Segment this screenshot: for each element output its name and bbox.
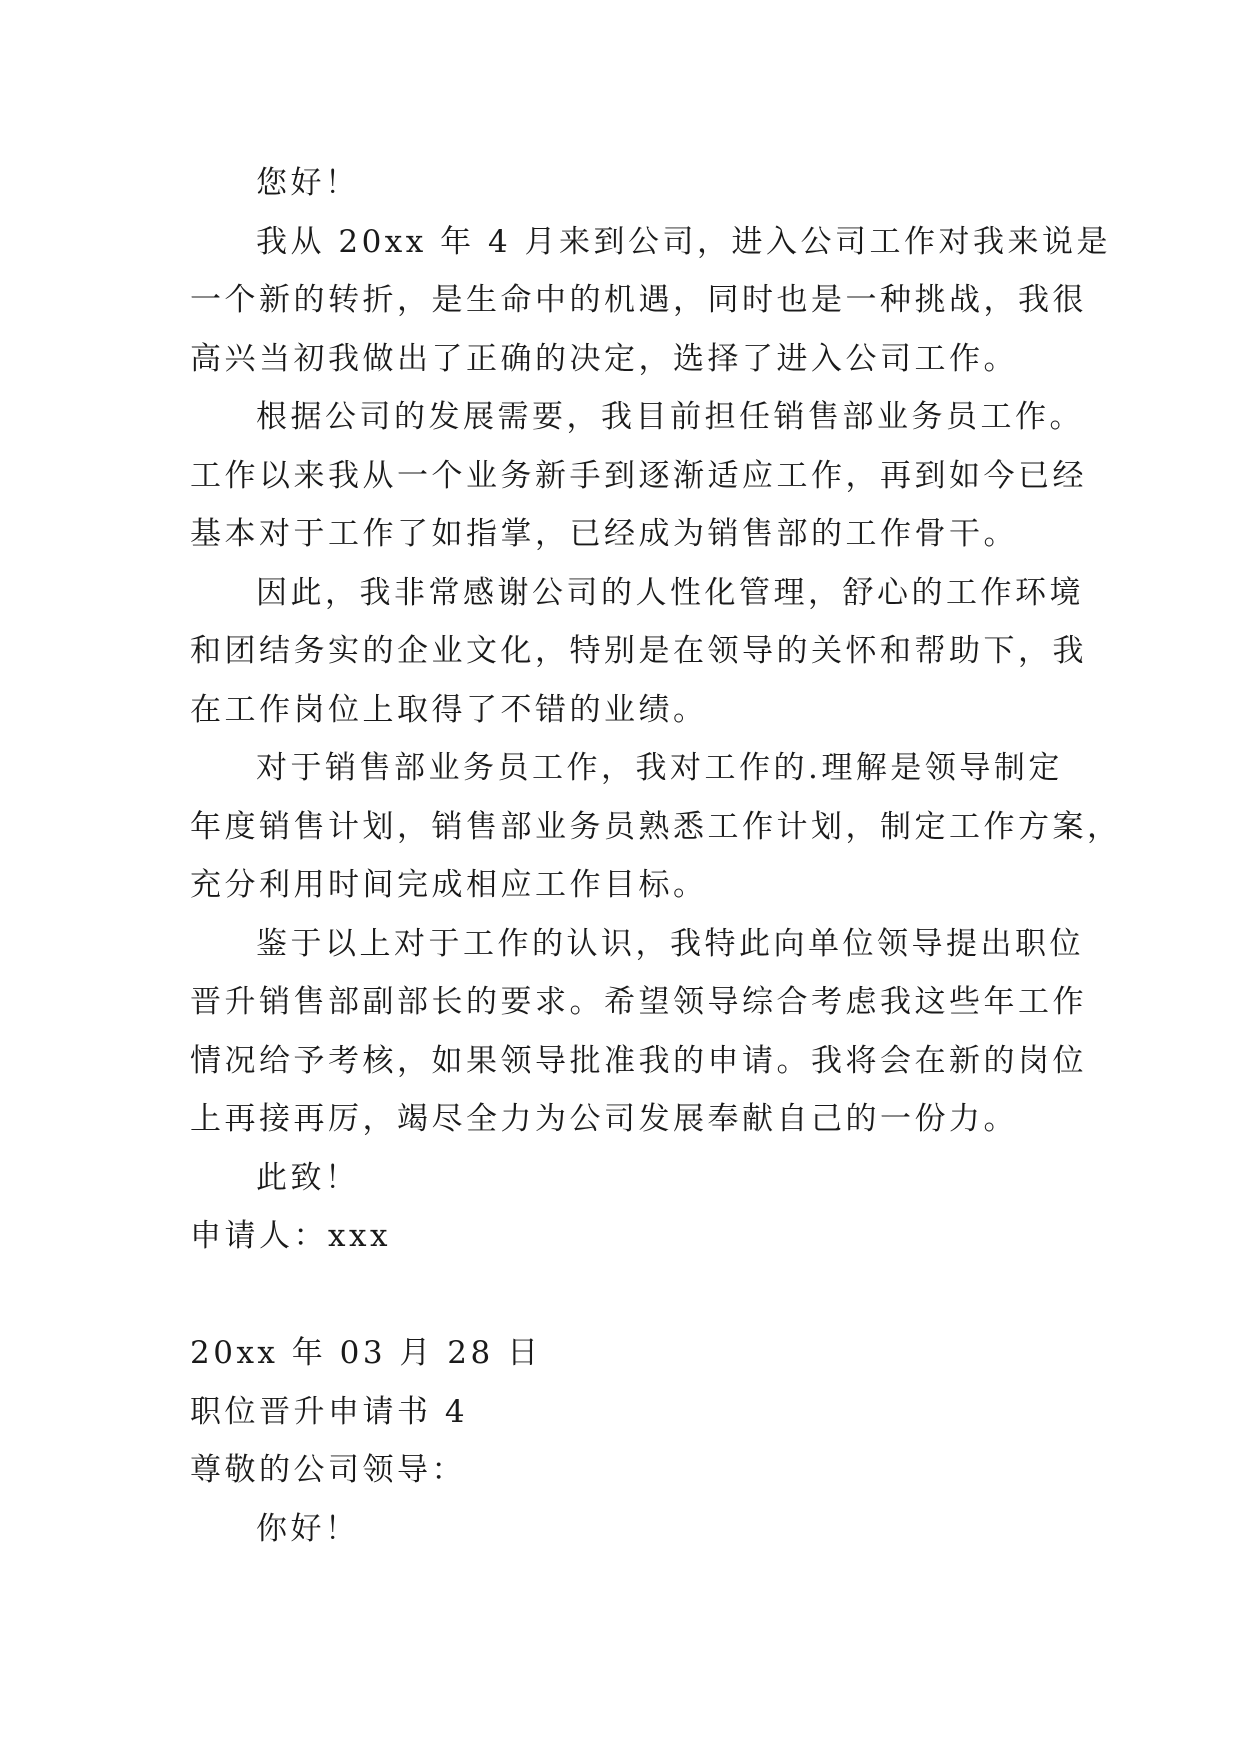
paragraph-current-role [190,388,1087,564]
paragraph-line: 晋升销售部副部长的要求。希望领导综合考虑我这些年工作 [190,984,1087,1020]
paragraph-request [190,915,1087,1149]
paragraph-line: 在工作岗位上取得了不错的业绩。 [190,691,708,728]
greeting: 您好！ [256,165,360,201]
paragraph-line: 上再接再厉，竭尽全力为公司发展奉献自己的一份力。 [190,1101,1018,1137]
paragraph-line: 对于销售部业务员工作，我对工作的.理解是领导制定 [256,750,1063,786]
paragraph-line: 情况给予考核，如果领导批准我的申请。我将会在新的岗位 [190,1042,1087,1079]
document-body [190,154,1122,1558]
paragraph-line: 充分利用时间完成相应工作目标。 [190,867,708,903]
paragraph-line: 基本对于工作了如指掌，已经成为销售部的工作骨干。 [190,516,1018,552]
paragraph-line: 年度销售计划，销售部业务员熟悉工作计划，制定工作方案， [190,808,1122,845]
paragraph-line: 和团结务实的企业文化，特别是在领导的关怀和帮助下，我 [190,633,1087,669]
paragraph-line: 工作以来我从一个业务新手到逐渐适应工作，再到如今已经 [190,457,1087,494]
paragraph-intro [190,213,1112,389]
paragraph-line: 鉴于以上对于工作的认识，我特此向单位领导提出职位 [256,925,1084,962]
closing: 此致！ [256,1159,360,1196]
paragraph-line: 因此，我非常感谢公司的人性化管理，舒心的工作环境 [256,574,1084,611]
paragraph-line: 根据公司的发展需要，我目前担任销售部业务员工作。 [256,399,1084,435]
next-letter-salutation: 尊敬的公司领导： [190,1452,466,1488]
paragraph-line: 高兴当初我做出了正确的决定，选择了进入公司工作。 [190,340,1018,377]
next-letter-greeting: 你好！ [256,1510,360,1547]
date: 20xx 年 03 月 28 日 [190,1335,542,1371]
paragraph-line: 我从 20xx 年 4 月来到公司，进入公司工作对我来说是 [256,223,1112,260]
paragraph-job-understanding [190,739,1122,915]
paragraph-line: 一个新的转折，是生命中的机遇，同时也是一种挑战，我很 [190,282,1087,318]
blank-spacer [190,1266,1060,1325]
next-letter-title: 职位晋升申请书 4 [190,1393,469,1430]
paragraph-gratitude [190,564,1087,740]
applicant-signature: 申请人：xxx [190,1218,391,1254]
